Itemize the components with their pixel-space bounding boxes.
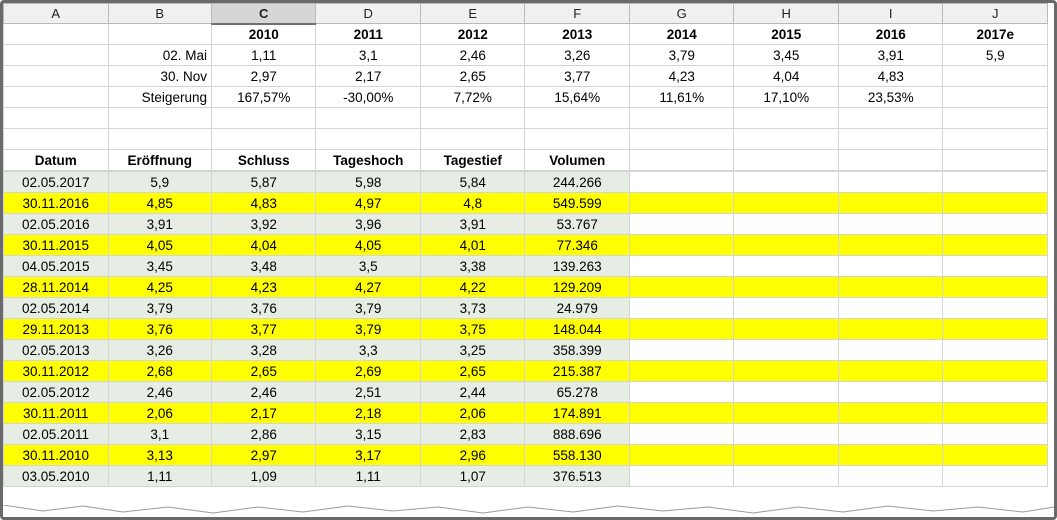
cell[interactable] bbox=[629, 172, 734, 193]
cell[interactable] bbox=[525, 129, 630, 150]
cell[interactable] bbox=[838, 214, 943, 235]
cell[interactable]: 2,17 bbox=[316, 66, 421, 87]
cell[interactable]: 558.130 bbox=[525, 445, 630, 466]
cell[interactable]: 2,97 bbox=[211, 445, 316, 466]
cell[interactable] bbox=[838, 403, 943, 424]
cell[interactable]: 53.767 bbox=[525, 214, 630, 235]
cell[interactable]: 15,64% bbox=[525, 87, 630, 108]
cell[interactable] bbox=[943, 382, 1048, 403]
cell[interactable]: 1,11 bbox=[108, 466, 211, 487]
cell[interactable]: 2,46 bbox=[211, 382, 316, 403]
table-row bbox=[4, 193, 1048, 214]
cell[interactable] bbox=[838, 108, 943, 129]
cell[interactable]: 29.11.2013 bbox=[4, 319, 109, 340]
table-row bbox=[4, 256, 1048, 277]
column-header-a[interactable]: A bbox=[4, 4, 109, 24]
cell[interactable] bbox=[734, 403, 839, 424]
cell[interactable]: 3,79 bbox=[316, 319, 421, 340]
cell[interactable] bbox=[629, 108, 734, 129]
cell[interactable]: 24.979 bbox=[525, 298, 630, 319]
spreadsheet-grid bbox=[3, 3, 1048, 171]
table-row bbox=[4, 277, 1048, 298]
cell[interactable] bbox=[734, 108, 839, 129]
cell[interactable]: 02.05.2012 bbox=[4, 382, 109, 403]
cell[interactable]: 7,72% bbox=[420, 87, 525, 108]
cell[interactable] bbox=[943, 150, 1048, 171]
cell[interactable]: 2014 bbox=[629, 24, 734, 45]
table-header-volumen[interactable]: Volumen bbox=[525, 150, 630, 171]
cell[interactable]: 3,75 bbox=[420, 319, 525, 340]
cell[interactable] bbox=[838, 319, 943, 340]
cell[interactable] bbox=[4, 108, 109, 129]
table-header-row bbox=[4, 150, 1048, 171]
cell[interactable] bbox=[4, 24, 109, 45]
cell[interactable] bbox=[4, 87, 109, 108]
cell[interactable]: 549.599 bbox=[525, 193, 630, 214]
cell[interactable] bbox=[629, 129, 734, 150]
cell[interactable]: 2015 bbox=[734, 24, 839, 45]
cell[interactable]: 358.399 bbox=[525, 340, 630, 361]
cell[interactable]: 2,96 bbox=[420, 445, 525, 466]
cell[interactable]: 2012 bbox=[420, 24, 525, 45]
cell[interactable]: 2,65 bbox=[420, 66, 525, 87]
cell[interactable]: 244.266 bbox=[525, 172, 630, 193]
cell[interactable]: 3,26 bbox=[525, 45, 630, 66]
cell[interactable] bbox=[734, 235, 839, 256]
cell[interactable]: 376.513 bbox=[525, 466, 630, 487]
cell[interactable]: 2016 bbox=[838, 24, 943, 45]
cell[interactable]: 3,3 bbox=[316, 340, 421, 361]
cell[interactable]: 4,23 bbox=[211, 277, 316, 298]
cell[interactable] bbox=[734, 150, 839, 171]
cell[interactable]: 03.05.2010 bbox=[4, 466, 109, 487]
summary-steigerung-row bbox=[4, 87, 1048, 108]
cell[interactable]: 2010 bbox=[211, 24, 316, 45]
column-header-d[interactable]: D bbox=[316, 4, 421, 24]
cell[interactable]: 3,45 bbox=[108, 256, 211, 277]
cell[interactable] bbox=[316, 108, 421, 129]
cell[interactable]: 4,04 bbox=[211, 235, 316, 256]
cell[interactable] bbox=[4, 129, 109, 150]
cell[interactable] bbox=[629, 298, 734, 319]
cell[interactable]: 2,46 bbox=[420, 45, 525, 66]
cell[interactable]: 2011 bbox=[316, 24, 421, 45]
cell[interactable] bbox=[4, 45, 109, 66]
cell[interactable]: 3,1 bbox=[316, 45, 421, 66]
cell[interactable]: 4,27 bbox=[316, 277, 421, 298]
cell[interactable]: 148.044 bbox=[525, 319, 630, 340]
column-header-j[interactable]: J bbox=[943, 4, 1048, 24]
cell[interactable]: 3,92 bbox=[211, 214, 316, 235]
cell[interactable]: 129.209 bbox=[525, 277, 630, 298]
cell[interactable] bbox=[734, 466, 839, 487]
cell[interactable] bbox=[838, 277, 943, 298]
cell[interactable] bbox=[734, 361, 839, 382]
cell[interactable]: 02. Mai bbox=[108, 45, 211, 66]
summary-mai-row bbox=[4, 45, 1048, 66]
cell[interactable]: 30.11.2015 bbox=[4, 235, 109, 256]
cell[interactable]: 888.696 bbox=[525, 424, 630, 445]
cell[interactable]: 3,79 bbox=[629, 45, 734, 66]
cell[interactable]: 2,65 bbox=[420, 361, 525, 382]
cell[interactable] bbox=[629, 403, 734, 424]
cell[interactable]: 11,61% bbox=[629, 87, 734, 108]
cell[interactable] bbox=[943, 424, 1048, 445]
cell[interactable]: 3,25 bbox=[420, 340, 525, 361]
cell[interactable]: 3,38 bbox=[420, 256, 525, 277]
cell[interactable] bbox=[629, 445, 734, 466]
cell[interactable] bbox=[943, 466, 1048, 487]
cell[interactable] bbox=[420, 129, 525, 150]
summary-nov-row bbox=[4, 66, 1048, 87]
cell[interactable]: 4,83 bbox=[838, 66, 943, 87]
cell[interactable]: 1,07 bbox=[420, 466, 525, 487]
cell[interactable]: 167,57% bbox=[211, 87, 316, 108]
cell[interactable] bbox=[943, 235, 1048, 256]
cell[interactable] bbox=[734, 445, 839, 466]
cell[interactable]: 4,8 bbox=[420, 193, 525, 214]
cell[interactable]: 2,17 bbox=[211, 403, 316, 424]
cell[interactable]: 1,09 bbox=[211, 466, 316, 487]
cell[interactable]: 2,65 bbox=[211, 361, 316, 382]
column-header-i[interactable]: I bbox=[838, 4, 943, 24]
table-header-tageshoch[interactable]: Tageshoch bbox=[316, 150, 421, 171]
summary-years-row bbox=[4, 24, 1048, 45]
cell[interactable] bbox=[629, 256, 734, 277]
cell[interactable] bbox=[943, 361, 1048, 382]
table-row bbox=[4, 235, 1048, 256]
cell[interactable] bbox=[943, 193, 1048, 214]
cell[interactable] bbox=[838, 424, 943, 445]
cell[interactable] bbox=[629, 277, 734, 298]
cell[interactable]: 4,97 bbox=[316, 193, 421, 214]
cell[interactable]: 2,86 bbox=[211, 424, 316, 445]
cell[interactable]: 28.11.2014 bbox=[4, 277, 109, 298]
cell[interactable]: 77.346 bbox=[525, 235, 630, 256]
spacer-row bbox=[4, 108, 1048, 129]
column-header-g[interactable]: G bbox=[629, 4, 734, 24]
column-header-row bbox=[4, 4, 1048, 24]
cell[interactable] bbox=[525, 108, 630, 129]
data-table bbox=[3, 171, 1048, 487]
cell[interactable]: 3,76 bbox=[108, 319, 211, 340]
cell[interactable] bbox=[420, 108, 525, 129]
cell[interactable]: 2,44 bbox=[420, 382, 525, 403]
cell[interactable] bbox=[943, 87, 1048, 108]
table-header-schluss[interactable]: Schluss bbox=[211, 150, 316, 171]
cell[interactable]: 3,45 bbox=[734, 45, 839, 66]
cell[interactable] bbox=[734, 340, 839, 361]
table-row bbox=[4, 466, 1048, 487]
cell[interactable]: 4,04 bbox=[734, 66, 839, 87]
cell[interactable]: 3,73 bbox=[420, 298, 525, 319]
cell[interactable] bbox=[734, 298, 839, 319]
cell[interactable] bbox=[943, 340, 1048, 361]
table-header-datum[interactable]: Datum bbox=[4, 150, 109, 171]
cell[interactable]: 4,05 bbox=[108, 235, 211, 256]
cell[interactable] bbox=[838, 382, 943, 403]
cell[interactable] bbox=[629, 214, 734, 235]
cell[interactable]: Steigerung bbox=[108, 87, 211, 108]
cell[interactable] bbox=[838, 150, 943, 171]
column-header-b[interactable]: B bbox=[108, 4, 211, 24]
cell[interactable]: 3,26 bbox=[108, 340, 211, 361]
cell[interactable] bbox=[316, 129, 421, 150]
table-row bbox=[4, 298, 1048, 319]
cell[interactable] bbox=[629, 466, 734, 487]
cell[interactable]: 2013 bbox=[525, 24, 630, 45]
cell[interactable] bbox=[943, 277, 1048, 298]
cell[interactable]: 3,15 bbox=[316, 424, 421, 445]
cell[interactable]: 2,83 bbox=[420, 424, 525, 445]
cell[interactable]: 2,46 bbox=[108, 382, 211, 403]
cell[interactable]: 30.11.2012 bbox=[4, 361, 109, 382]
cell[interactable] bbox=[838, 298, 943, 319]
torn-edge bbox=[3, 505, 1054, 517]
cell[interactable] bbox=[629, 150, 734, 171]
cell[interactable] bbox=[629, 424, 734, 445]
cell[interactable]: 30.11.2011 bbox=[4, 403, 109, 424]
cell[interactable] bbox=[943, 214, 1048, 235]
cell[interactable] bbox=[734, 193, 839, 214]
cell[interactable] bbox=[211, 108, 316, 129]
table-row bbox=[4, 172, 1048, 193]
cell[interactable]: 4,85 bbox=[108, 193, 211, 214]
cell[interactable]: 23,53% bbox=[838, 87, 943, 108]
cell[interactable]: 3,13 bbox=[108, 445, 211, 466]
cell[interactable] bbox=[838, 129, 943, 150]
table-row bbox=[4, 340, 1048, 361]
cell[interactable]: 3,91 bbox=[420, 214, 525, 235]
cell[interactable]: 3,77 bbox=[211, 319, 316, 340]
cell[interactable] bbox=[838, 235, 943, 256]
cell[interactable]: 3,79 bbox=[316, 298, 421, 319]
cell[interactable]: 3,96 bbox=[316, 214, 421, 235]
cell[interactable]: 4,22 bbox=[420, 277, 525, 298]
cell[interactable]: 4,83 bbox=[211, 193, 316, 214]
cell[interactable]: 174.891 bbox=[525, 403, 630, 424]
cell[interactable] bbox=[734, 214, 839, 235]
table-row bbox=[4, 214, 1048, 235]
cell[interactable]: 5,98 bbox=[316, 172, 421, 193]
cell[interactable] bbox=[838, 193, 943, 214]
cell[interactable] bbox=[838, 445, 943, 466]
table-row bbox=[4, 361, 1048, 382]
cell[interactable]: 5,9 bbox=[943, 45, 1048, 66]
cell[interactable]: 02.05.2016 bbox=[4, 214, 109, 235]
cell[interactable]: 65.278 bbox=[525, 382, 630, 403]
cell[interactable]: 3,91 bbox=[108, 214, 211, 235]
cell[interactable]: 139.263 bbox=[525, 256, 630, 277]
cell[interactable]: 17,10% bbox=[734, 87, 839, 108]
cell[interactable]: 2,68 bbox=[108, 361, 211, 382]
cell[interactable]: 3,17 bbox=[316, 445, 421, 466]
cell[interactable]: 2,06 bbox=[108, 403, 211, 424]
cell[interactable]: 3,79 bbox=[108, 298, 211, 319]
table-header-tagestief[interactable]: Tagestief bbox=[420, 150, 525, 171]
table-header-eroeffnung[interactable]: Eröffnung bbox=[108, 150, 211, 171]
cell[interactable]: 02.05.2013 bbox=[4, 340, 109, 361]
column-header-e[interactable]: E bbox=[420, 4, 525, 24]
cell[interactable]: 02.05.2011 bbox=[4, 424, 109, 445]
cell[interactable]: 3,1 bbox=[108, 424, 211, 445]
cell[interactable]: 1,11 bbox=[211, 45, 316, 66]
cell[interactable]: 4,25 bbox=[108, 277, 211, 298]
cell[interactable]: -30,00% bbox=[316, 87, 421, 108]
cell[interactable]: 2,51 bbox=[316, 382, 421, 403]
cell[interactable]: 3,48 bbox=[211, 256, 316, 277]
cell[interactable]: 04.05.2015 bbox=[4, 256, 109, 277]
cell[interactable] bbox=[943, 445, 1048, 466]
cell[interactable] bbox=[734, 256, 839, 277]
cell[interactable] bbox=[734, 172, 839, 193]
cell[interactable] bbox=[108, 129, 211, 150]
cell[interactable] bbox=[629, 319, 734, 340]
cell[interactable] bbox=[943, 256, 1048, 277]
cell[interactable]: 2,97 bbox=[211, 66, 316, 87]
cell[interactable] bbox=[943, 403, 1048, 424]
cell[interactable] bbox=[629, 193, 734, 214]
table-row bbox=[4, 382, 1048, 403]
cell[interactable]: 5,87 bbox=[211, 172, 316, 193]
cell[interactable]: 2,18 bbox=[316, 403, 421, 424]
cell[interactable] bbox=[108, 24, 211, 45]
cell[interactable] bbox=[734, 319, 839, 340]
cell[interactable]: 3,5 bbox=[316, 256, 421, 277]
cell[interactable] bbox=[838, 256, 943, 277]
column-header-f[interactable]: F bbox=[525, 4, 630, 24]
cell[interactable] bbox=[838, 466, 943, 487]
cell[interactable]: 215.387 bbox=[525, 361, 630, 382]
cell[interactable]: 02.05.2017 bbox=[4, 172, 109, 193]
cell[interactable]: 3,91 bbox=[838, 45, 943, 66]
table-row bbox=[4, 403, 1048, 424]
column-header-h[interactable]: H bbox=[734, 4, 839, 24]
cell[interactable] bbox=[943, 108, 1048, 129]
cell[interactable]: 3,77 bbox=[525, 66, 630, 87]
table-row bbox=[4, 424, 1048, 445]
cell[interactable] bbox=[734, 382, 839, 403]
cell[interactable]: 30.11.2010 bbox=[4, 445, 109, 466]
cell[interactable]: 3,28 bbox=[211, 340, 316, 361]
table-row bbox=[4, 445, 1048, 466]
cell[interactable] bbox=[838, 361, 943, 382]
cell[interactable]: 1,11 bbox=[316, 466, 421, 487]
cell[interactable]: 30. Nov bbox=[108, 66, 211, 87]
cell[interactable]: 4,23 bbox=[629, 66, 734, 87]
cell[interactable] bbox=[734, 277, 839, 298]
cell[interactable] bbox=[629, 361, 734, 382]
table-row bbox=[4, 319, 1048, 340]
cell[interactable] bbox=[943, 129, 1048, 150]
cell[interactable] bbox=[734, 129, 839, 150]
cell[interactable] bbox=[108, 108, 211, 129]
cell[interactable] bbox=[629, 340, 734, 361]
cell[interactable] bbox=[943, 172, 1048, 193]
cell[interactable] bbox=[629, 235, 734, 256]
cell[interactable]: 2,06 bbox=[420, 403, 525, 424]
cell[interactable]: 02.05.2014 bbox=[4, 298, 109, 319]
cell[interactable]: 2,69 bbox=[316, 361, 421, 382]
cell[interactable] bbox=[943, 298, 1048, 319]
spacer-row bbox=[4, 129, 1048, 150]
cell[interactable]: 4,01 bbox=[420, 235, 525, 256]
cell[interactable] bbox=[4, 66, 109, 87]
cell[interactable]: 3,76 bbox=[211, 298, 316, 319]
cell[interactable]: 5,84 bbox=[420, 172, 525, 193]
cell[interactable] bbox=[211, 129, 316, 150]
cell[interactable] bbox=[943, 66, 1048, 87]
cell[interactable]: 5,9 bbox=[108, 172, 211, 193]
cell[interactable]: 4,05 bbox=[316, 235, 421, 256]
cell[interactable]: 2017e bbox=[943, 24, 1048, 45]
cell[interactable] bbox=[838, 340, 943, 361]
cell[interactable] bbox=[734, 424, 839, 445]
cell[interactable] bbox=[629, 382, 734, 403]
cell[interactable] bbox=[838, 172, 943, 193]
cell[interactable]: 30.11.2016 bbox=[4, 193, 109, 214]
column-header-c[interactable]: C bbox=[211, 4, 316, 24]
cell[interactable] bbox=[943, 319, 1048, 340]
